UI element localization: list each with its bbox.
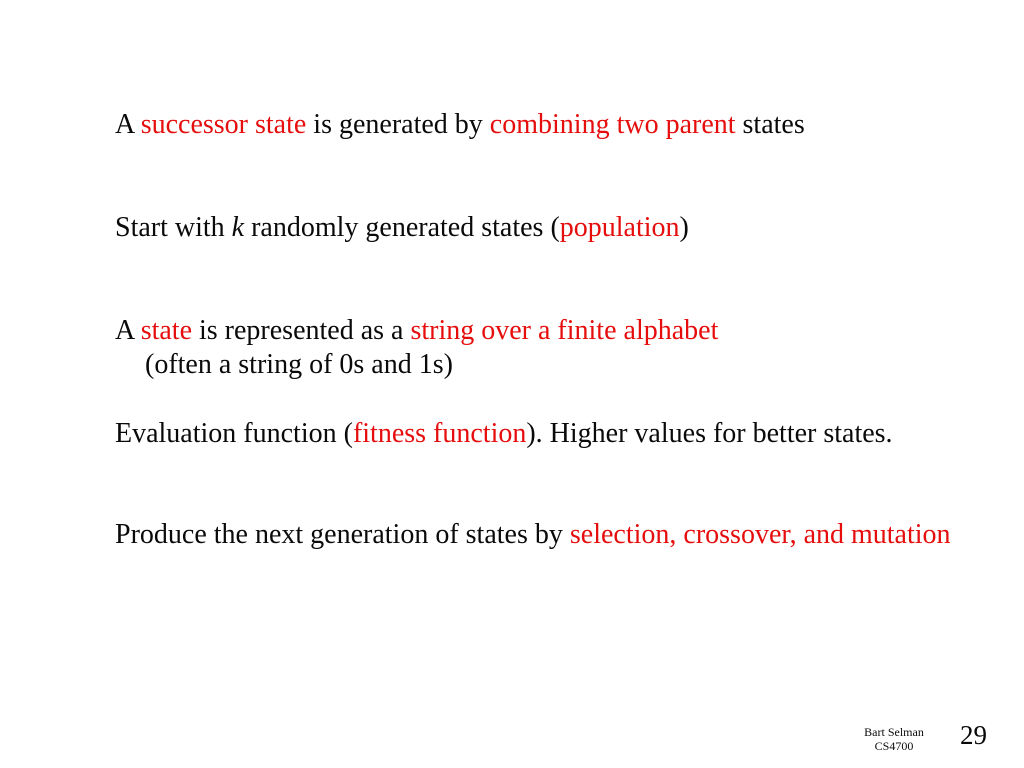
population-statement bbox=[115, 211, 689, 245]
highlight-string-over-finite-alphabet: string over a finite alphabet bbox=[410, 315, 719, 346]
text-segment: ) bbox=[679, 212, 689, 243]
text-segment: A bbox=[115, 109, 141, 140]
highlight-state: state bbox=[140, 315, 192, 346]
text-segment: ). Higher values for better states. bbox=[526, 418, 893, 449]
highlight-combining-two-parent: combining two parent bbox=[489, 109, 736, 140]
text-segment: Start with bbox=[115, 212, 232, 243]
fitness-function-statement bbox=[115, 417, 893, 451]
author-name: Bart Selman bbox=[864, 725, 924, 739]
state-representation-note bbox=[145, 348, 453, 382]
text-segment: randomly generated states ( bbox=[244, 212, 560, 243]
text-segment: is represented as a bbox=[192, 315, 411, 346]
text-segment: Evaluation function ( bbox=[115, 418, 353, 449]
highlight-selection-crossover-mutation: selection, crossover, and mutation bbox=[569, 519, 951, 550]
next-generation-statement bbox=[115, 518, 951, 552]
text-segment: (often a string of 0s and 1s) bbox=[145, 349, 453, 380]
state-representation-statement bbox=[115, 314, 718, 348]
text-segment: states bbox=[735, 109, 805, 140]
highlight-successor-state: successor state bbox=[140, 109, 307, 140]
text-segment: Produce the next generation of states by bbox=[115, 519, 570, 550]
footer-credit bbox=[836, 726, 952, 754]
text-segment: A bbox=[115, 315, 141, 346]
variable-k: k bbox=[231, 212, 245, 243]
highlight-fitness-function: fitness function bbox=[352, 418, 527, 449]
page-number: 29 bbox=[960, 720, 987, 750]
text-segment: is generated by bbox=[306, 109, 490, 140]
successor-statement bbox=[115, 108, 805, 142]
highlight-population: population bbox=[559, 212, 680, 243]
course-code: CS4700 bbox=[874, 738, 914, 753]
